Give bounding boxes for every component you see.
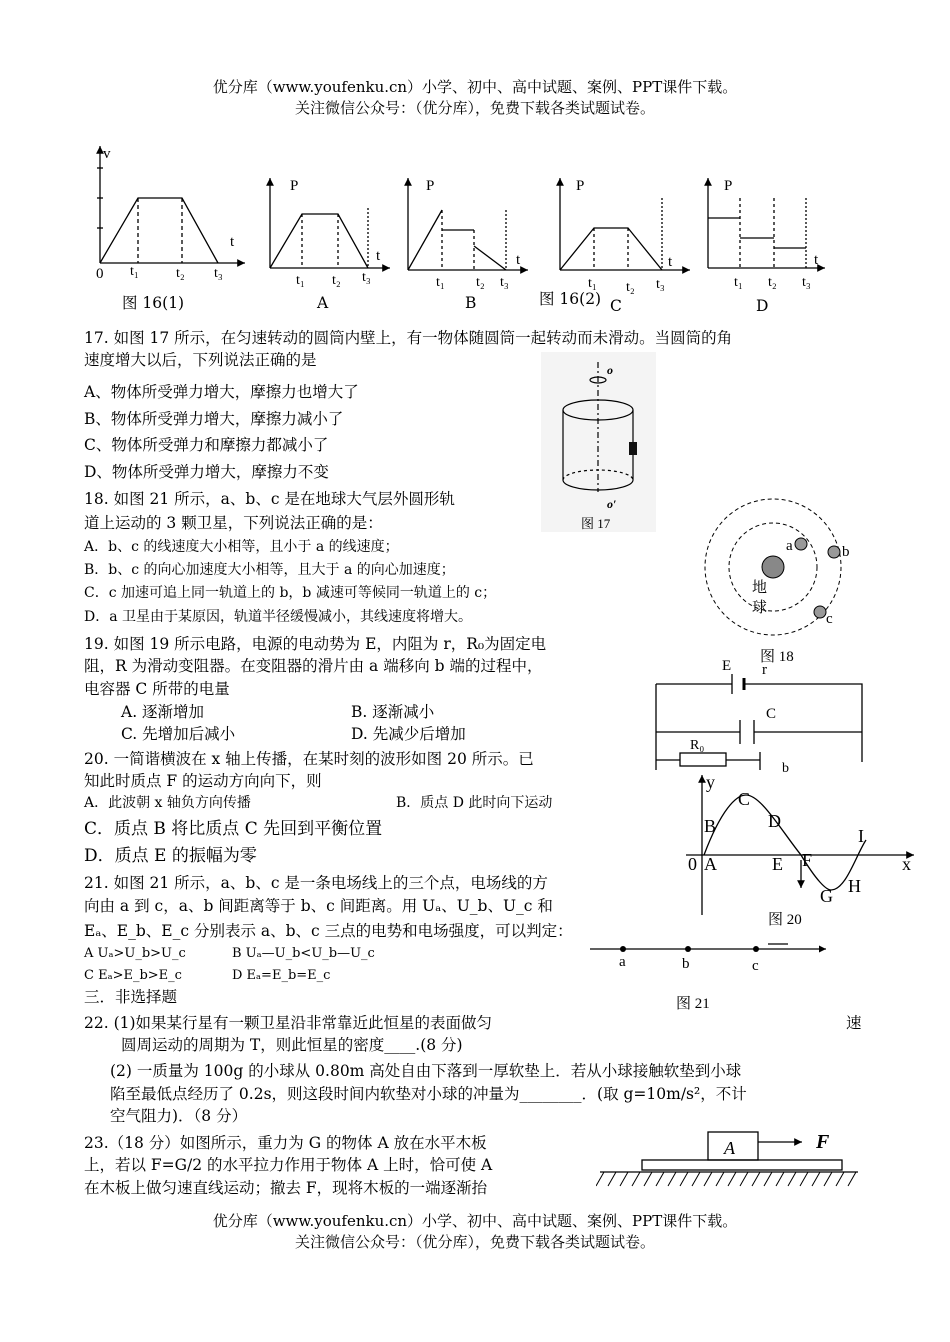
figure-label: P [724,178,733,194]
figure-label: H [848,876,861,896]
figure-label: t₁ [734,275,743,290]
figure-label: t₁ [130,264,139,279]
figure-label: b [682,956,690,972]
figure-label: E [722,658,732,674]
figure-label: t₃ [500,275,509,290]
board [642,1160,842,1170]
figure-label: t₃ [214,266,223,281]
q17-option-b: B、物体所受弹力增大，摩擦力减小了 [84,410,344,428]
fig16-label-d: D [756,297,769,315]
figure-label: A [724,1138,735,1158]
q18-option-b: B．b、c 的向心加速度大小相等，且大于 a 的向心加速度； [84,562,455,578]
figure-label: 0 [688,854,697,874]
header-line-2: 关注微信公众号：（优分库），免费下载各类试题试卷。 [294,99,655,117]
q19-stem-3: 电容器 C 所带的电量 [84,680,230,698]
figure-label: C [766,706,777,722]
q19-option-d: D. 先减少后增加 [351,725,466,743]
q19-option-a: A. 逐渐增加 [121,703,205,721]
figure-label: A [704,854,717,874]
q21-option-a: A Uₐ>U_b>U_c [84,946,186,961]
q18-option-c: C．c 加速可追上同一轨道上的 b，b 减速可等候同一轨道上的 c； [84,585,497,601]
figure-label: B [704,816,717,836]
figure-label: G [820,886,833,906]
figure-label: 球 [752,600,768,616]
figure-label: t [376,248,381,264]
figure-label: 地 [752,580,768,596]
figure-label: R₀ [690,738,705,753]
q22-line-2: 圆周运动的周期为 T，则此恒星的密度____.(8 分) [121,1036,463,1054]
q20-stem-1: 20. 一简谐横波在 x 轴上传播，在某时刻的波形如图 20 所示。已 [84,750,534,768]
q21-stem-2: 向由 a 到 c，a、b 间距离等于 b、c 间距离。用 Uₐ、U_b、U_c 和 [84,897,553,915]
figure-17 [541,352,656,532]
figure-label: o′ [607,497,617,511]
q20-option-a: A．此波朝 x 轴负方向传播 [84,795,251,811]
q22-line-5: 空气阻力)．（8 分） [110,1107,248,1125]
figure-label: t₂ [332,273,341,288]
q17-stem-2: 速度增大以后，下列说法正确的是 [84,351,317,369]
fig16-label-c: C [610,297,622,315]
figure-label: t₁ [588,276,597,291]
satellite-b [828,546,840,558]
q20-option-c: C．质点 B 将比质点 C 先回到平衡位置 [84,819,383,839]
figure-label: F [802,850,813,870]
satellite-c [814,606,826,618]
figure-label: t [516,252,521,268]
figure-label: x [902,854,911,874]
q20-stem-2: 知此时质点 F 的运动方向向下，则 [84,772,322,790]
figure-label: F [816,1131,830,1153]
figure-label: t [814,252,819,268]
figure-label: t₂ [768,275,777,290]
figure-label: v [103,146,111,162]
figure-label: 图 17 [581,516,611,531]
figure-label: P [576,178,585,194]
graph-c-curve [560,228,662,270]
fig16-label-b: B [465,294,477,312]
figure-23 [596,1124,862,1194]
earth [762,556,784,578]
figure-label: t [230,234,235,250]
figure-label: P [290,178,299,194]
wave-curve [704,795,866,890]
figure-label: t₃ [656,277,665,292]
figure-label: I [858,826,864,846]
q23-line-1: 23.（18 分）如图所示，重力为 G 的物体 A 放在水平木板 [84,1134,487,1152]
figure-18 [700,495,860,667]
figure-label: 0 [96,266,104,282]
fig16-caption-1: 图 16(1) [122,294,185,312]
footer-line-2: 关注微信公众号：（优分库），免费下载各类试题试卷。 [294,1233,655,1251]
q22-line-1: 22. (1)如果某行星有一颗卫星沿非常靠近此恒星的表面做匀 [84,1014,493,1032]
header-line-1: 优分库（www.youfenku.cn）小学、初中、高中试题、案例、PPT课件下载。 [212,78,738,96]
figure-label: b [842,544,850,560]
figure-label: t₁ [436,275,445,290]
v-t-curve [100,198,218,263]
q21-stem-1: 21. 如图 21 所示，a、b、c 是一条电场线上的三个点，电场线的方 [84,874,548,892]
section-3-title: 三．非选择题 [84,988,178,1006]
q19-stem-2: 阻，R 为滑动变阻器。在变阻器的滑片由 a 端移向 b 端的过程中， [84,657,543,675]
figure-label: D [768,811,781,831]
q18-option-d: D．a 卫星由于某原因，轨道半径缓慢减小，其线速度将增大。 [84,609,473,625]
q21-option-c: C Eₐ>E_b>E_c [84,968,182,983]
figure-19-circuit [650,652,870,772]
q20-option-b: B．质点 D 此时向下运动 [396,795,553,811]
figure-21 [588,935,828,1015]
q21-option-b: B Uₐ—U_b<U_b—U_c [232,946,375,961]
figure-label: t [668,254,673,270]
q20-option-d: D．质点 E 的振幅为零 [84,846,257,866]
q21-option-d: D Eₐ=E_b=E_c [232,968,331,983]
q19-option-b: B. 逐渐减小 [351,703,435,721]
figure-label: c [826,611,833,627]
figure-label: t₂ [176,266,185,281]
q22-line-4: 陷至最低点经历了 0.2s，则这段时间内软垫对小球的冲量为________．(取 g=10m/s²，不计 [110,1085,747,1103]
graph-b-rise [408,210,442,270]
figure-label: t₂ [626,280,635,295]
figure-label: o [607,363,613,377]
figure-label: 图 21 [676,996,710,1012]
q22-line-1-end: 速 [846,1014,862,1032]
q21-stem-3: Eₐ、E_b、E_c 分别表示 a、b、c 三点的电势和电场强度，可以判定： [84,922,573,940]
q17-stem-1: 17. 如图 17 所示，在匀速转动的圆筒内壁上，有一物体随圆筒一起转动而未滑动。当圆筒的角 [84,329,733,347]
q22-line-3: (2) 一质量为 100g 的小球从 0.80m 高处自由下落到一厚软垫上．若从小球接触软垫到小球 [110,1062,742,1080]
footer-line-1: 优分库（www.youfenku.cn）小学、初中、高中试题、案例、PPT课件下载。 [212,1212,738,1230]
q18-option-a: A．b、c 的线速度大小相等，且小于 a 的线速度； [84,539,399,555]
figure-label: t₃ [362,270,371,285]
satellite-a [795,538,807,550]
figure-label: C [738,789,751,809]
graph-a-curve [270,214,368,268]
q17-option-a: A、物体所受弹力增大，摩擦力也增大了 [84,383,359,401]
fig16-label-a: A [317,294,329,312]
q17-option-c: C、物体所受弹力和摩擦力都减小了 [84,436,329,454]
q19-option-c: C. 先增加后减小 [121,725,236,743]
figure-label: r [762,662,767,678]
q17-option-d: D、物体所受弹力增大，摩擦力不变 [84,463,329,481]
figure-label: a [786,538,793,554]
figure-label: b [782,761,789,772]
q18-stem-1: 18. 如图 21 所示，a、b、c 是在地球大气层外圆形轨 [84,490,455,508]
figure-label: E [772,854,783,874]
figure-label: 图 18 [760,649,794,665]
figure-label: y [706,772,715,792]
q23-line-3: 在木板上做匀速直线运动；撤去 F，现将木板的一端逐渐抬 [84,1179,488,1197]
figure-label: a [619,954,626,970]
cylinder-block [629,442,637,455]
figure-label: 图 20 [768,912,802,928]
figure-label: t₁ [296,273,305,288]
figure-label: t₂ [476,275,485,290]
fig16-caption-2: 图 16(2) [539,290,602,308]
q18-stem-2: 道上运动的 3 颗卫星，下列说法正确的是： [84,514,383,532]
q19-stem-1: 19. 如图 19 所示电路，电源的电动势为 E，内阻为 r，R₀为固定电 [84,635,547,653]
figure-label: P [426,178,435,194]
figure-label: t₃ [802,275,811,290]
figure-label: c [752,958,759,974]
q23-line-2: 上，若以 F=G/2 的水平拉力作用于物体 A 上时，恰可使 A [84,1156,493,1174]
figure-20-wave [686,770,926,932]
